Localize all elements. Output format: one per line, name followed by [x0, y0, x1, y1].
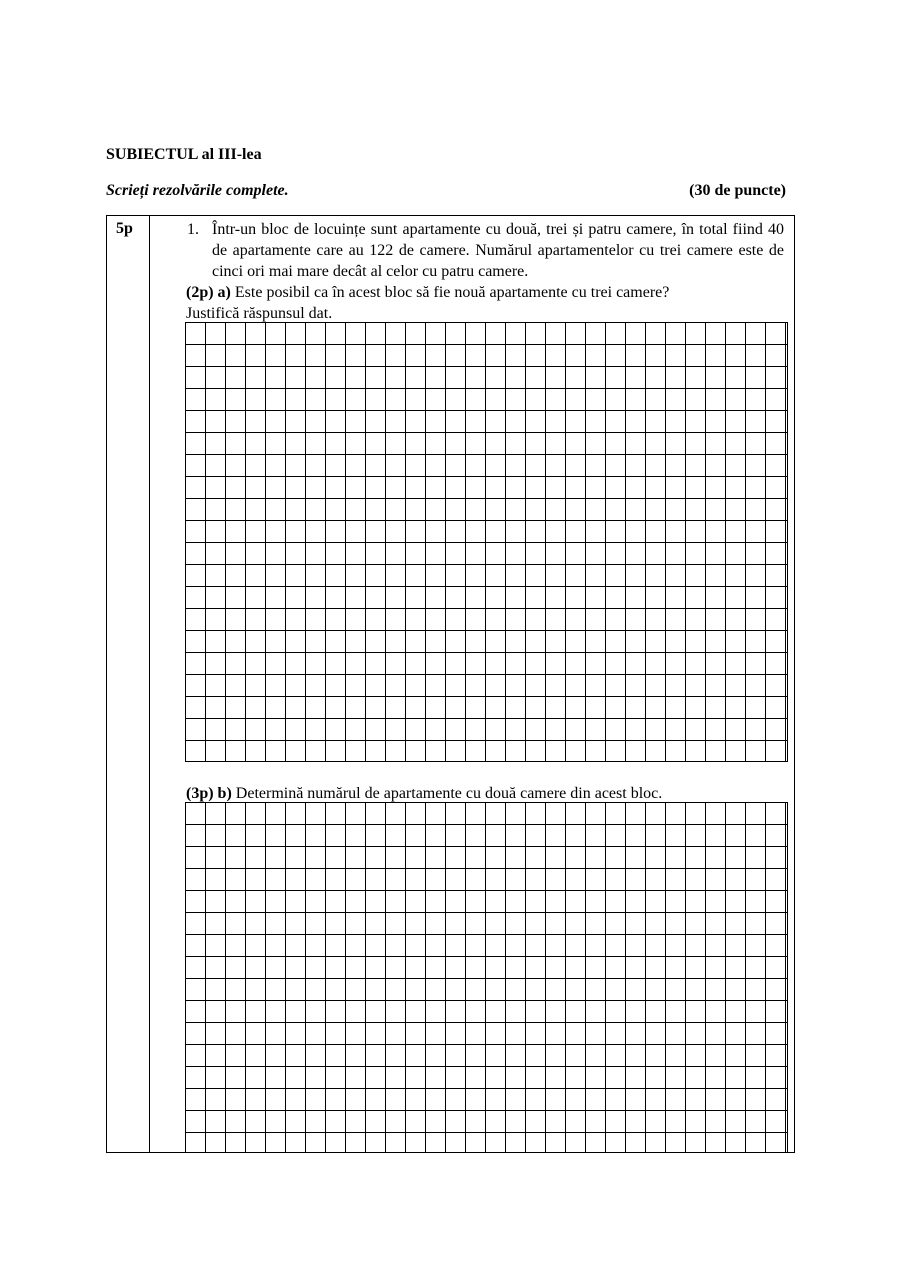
score-column-divider: [149, 215, 150, 1153]
part-b-points: (3p) b): [186, 785, 232, 802]
part-a-text-line2: Justifică răspunsul dat.: [186, 305, 333, 322]
total-points: (30 de puncte): [689, 182, 786, 199]
answer-grid-a[interactable]: [185, 322, 788, 762]
problem-statement: Într-un bloc de locuințe sunt apartamente cu două, trei și patru camere, în total fiind 40 de apartamente care au 122 de camere. Numărul apartamentelor cu trei camere este de cinci ori mai mare decât al celor cu patru camere.: [212, 221, 784, 280]
section-title: SUBIECTUL al III-lea: [106, 146, 262, 163]
instructions: Scrieți rezolvările complete.: [106, 182, 289, 199]
problem-number: 1.: [187, 221, 199, 238]
part-b-question: [186, 783, 786, 804]
part-a-question: [186, 282, 786, 324]
problem-score: 5p: [116, 220, 133, 237]
part-a-text: Este posibil ca în acest bloc să fie nouă apartamente cu trei camere?: [234, 284, 670, 301]
part-b-text: Determină numărul de apartamente cu două camere din acest bloc.: [235, 785, 663, 802]
part-a-points: (2p) a): [186, 284, 231, 301]
answer-grid-b[interactable]: [185, 802, 788, 1153]
